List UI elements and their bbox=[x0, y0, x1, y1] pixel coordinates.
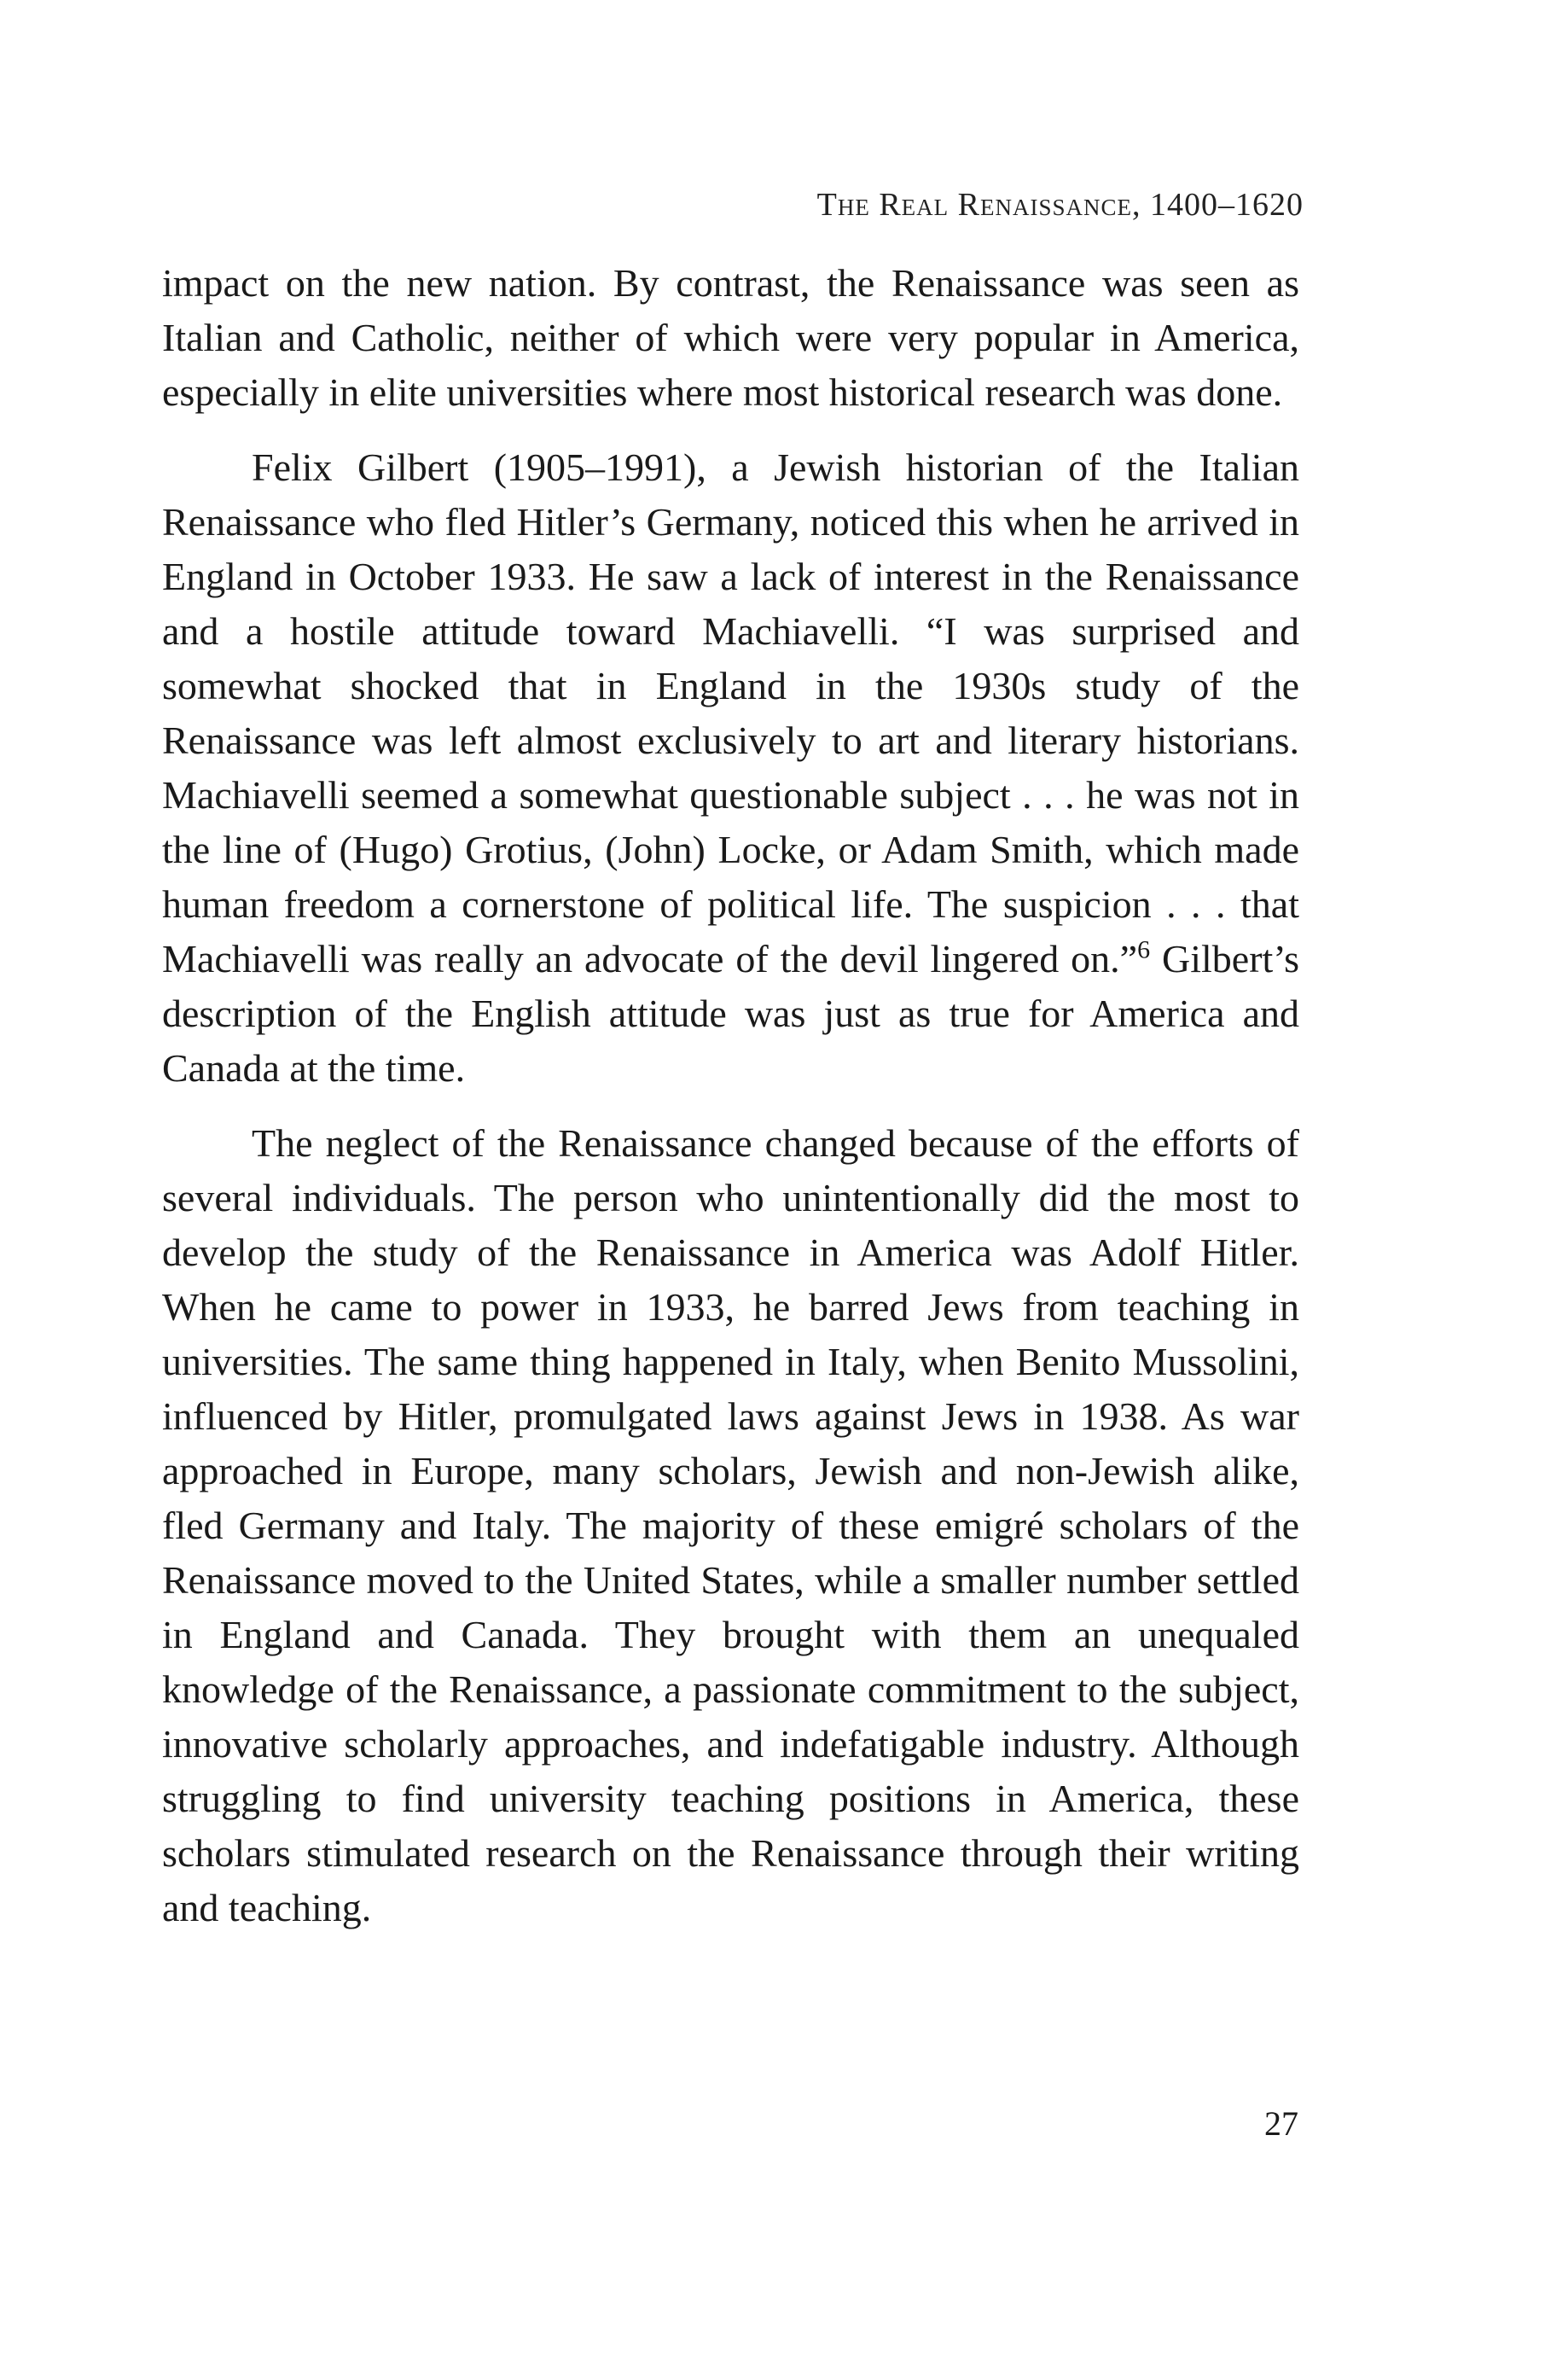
body-text bbox=[162, 256, 1299, 1956]
paragraph-2 bbox=[162, 440, 1299, 1096]
paragraph-2-text-before: Felix Gilbert (1905–1991), a Jewish historian of the Italian Renaissance who fled Hitler’s Germany, noticed this when he arrived in England in October 1933. He saw a lack of interest in the Renaissance and a hostile attitude toward Machiavelli. “I was surprised and somewhat shocked that in England in the 1930s study of the Renaissance was left almost exclusively to art and literary historians. Machiavelli seemed a somewhat questionable subject . . . he was not in the line of (Hugo) Grotius, (John) Locke, or Adam Smith, which made human freedom a cornerstone of political life. The suspicion . . . that Machiavelli was really an advocate of the devil lingered on.” bbox=[162, 445, 1299, 980]
running-head: The Real Renaissance, 1400–1620 bbox=[816, 187, 1304, 223]
footnote-reference: 6 bbox=[1137, 935, 1151, 964]
paragraph-2-text-after: Gilbert’s description of the English attitude was just as true for America and Canada at the time. bbox=[162, 937, 1299, 1090]
page-number: 27 bbox=[1264, 2104, 1298, 2143]
paragraph-1: impact on the new nation. By contrast, the Renaissance was seen as Italian and Catholic, neither of which were very popular in America, especially in elite universities where most historical research was done. bbox=[162, 261, 1299, 414]
paragraph-3: The neglect of the Renaissance changed because of the efforts of several individuals. The person who unintentionally did the most to develop the study of the Renaissance in America was Adolf Hitler. When he came to power in 1933, he barred Jews from teaching in universities. The same thing happened in Italy, when Benito Mussolini, influenced by Hitler, promulgated laws against Jews in 1938. As war approached in Europe, many scholars, Jewish and non-Jewish alike, fled Germany and Italy. The majority of these emigré scholars of the Renaissance moved to the United States, while a smaller number settled in England and Canada. They brought with them an unequaled knowledge of the Renaissance, a passionate commitment to the subject, innovative scholarly approaches, and indefatigable industry. Although struggling to find university teaching positions in America, these scholars stimulated research on the Renaissance through their writing and teaching. bbox=[162, 1121, 1299, 1929]
